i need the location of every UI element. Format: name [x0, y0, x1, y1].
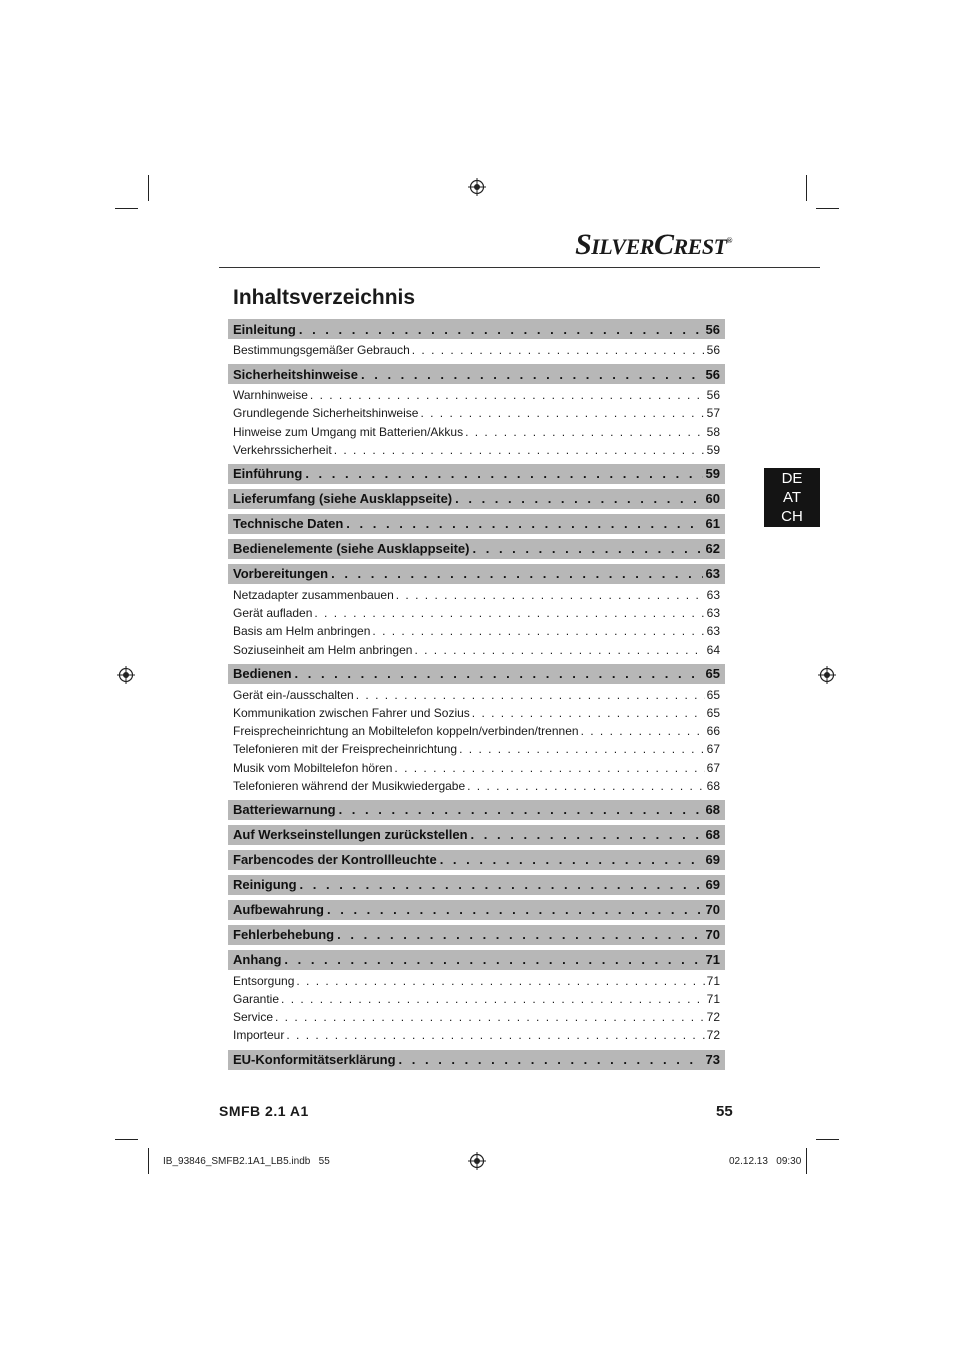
toc-subsection-page: 63 [706, 588, 720, 603]
toc-leader-dots [396, 588, 705, 602]
country-code: CH [781, 508, 803, 525]
toc-leader-dots [310, 388, 705, 402]
crop-mark [816, 208, 839, 209]
crop-mark [148, 175, 149, 201]
toc-leader-dots [356, 688, 705, 702]
toc-subsection-page: 67 [706, 760, 720, 775]
toc-subsection[interactable] [228, 704, 725, 722]
toc-subsection-title: Kommunikation zwischen Fahrer und Sozius [233, 705, 470, 720]
toc-leader-dots [346, 516, 702, 531]
toc-subsection-title: Basis am Helm anbringen [233, 624, 371, 639]
toc-leader-dots [299, 322, 703, 337]
toc-section[interactable] [228, 319, 725, 339]
toc-subsection-list [228, 584, 725, 659]
toc-leader-dots [412, 343, 705, 357]
toc-subsection[interactable] [228, 586, 725, 604]
toc-subsection-page: 72 [706, 1028, 720, 1043]
toc-subsection-page: 63 [706, 624, 720, 639]
toc-section-page: 63 [705, 566, 720, 582]
toc-subsection[interactable] [228, 972, 725, 990]
toc-leader-dots [372, 624, 704, 638]
toc-subsection-page: 56 [706, 388, 720, 403]
toc-section-page: 70 [705, 927, 720, 943]
crop-mark [115, 208, 138, 209]
toc-subsection[interactable] [228, 341, 725, 359]
toc-subsection-page: 65 [706, 705, 720, 720]
toc-leader-dots [300, 877, 703, 892]
toc-section[interactable] [228, 875, 725, 895]
toc-section-title: Lieferumfang (siehe Ausklappseite) [233, 491, 453, 507]
toc-subsection-title: Gerät ein-/ausschalten [233, 687, 354, 702]
toc-leader-dots [275, 1010, 705, 1024]
toc-subsection-title: Warnhinweise [233, 388, 308, 403]
toc-leader-dots [471, 827, 703, 842]
toc-subsection-page: 72 [706, 1010, 720, 1025]
toc-subsection[interactable] [228, 740, 725, 758]
toc-section-page: 71 [705, 952, 720, 968]
toc-subsection-title: Grundlegende Sicherheitshinweise [233, 406, 419, 421]
toc-section-page: 69 [705, 877, 720, 893]
toc-section[interactable] [228, 464, 725, 484]
toc-leader-dots [337, 927, 702, 942]
print-slug-file: IB_93846_SMFB2.1A1_LB5.indb 55 [163, 1156, 330, 1167]
toc-leader-dots [472, 706, 705, 720]
toc-leader-dots [331, 566, 702, 581]
toc-subsection[interactable] [228, 1008, 725, 1026]
print-slug-date: 02.12.13 09:30 [729, 1156, 802, 1167]
toc-subsection-title: Telefonieren mit der Freisprecheinrichtung [233, 742, 458, 757]
toc-section[interactable] [228, 489, 725, 509]
toc-section-title: Sicherheitshinweise [233, 366, 358, 382]
toc-section-title: Batteriewarnung [233, 802, 336, 818]
crop-mark [806, 175, 807, 201]
toc-subsection[interactable] [228, 758, 725, 776]
table-of-contents [228, 319, 725, 1070]
toc-leader-dots [314, 606, 704, 620]
toc-section[interactable] [228, 850, 725, 870]
toc-subsection-title: Hinweise zum Umgang mit Batterien/Akkus [233, 424, 464, 439]
toc-section-title: Technische Daten [233, 516, 344, 532]
toc-section[interactable] [228, 664, 725, 684]
toc-subsection[interactable] [228, 686, 725, 704]
toc-section-page: 61 [705, 516, 720, 532]
toc-subsection[interactable] [228, 1026, 725, 1044]
brand-logo: SILVERCREST® [575, 228, 732, 261]
country-tab [764, 468, 820, 527]
toc-leader-dots [327, 902, 703, 917]
toc-subsection-page: 71 [706, 973, 720, 988]
toc-subsection-page: 59 [706, 442, 720, 457]
toc-leader-dots [394, 761, 704, 775]
toc-leader-dots [305, 466, 702, 481]
toc-subsection-page: 65 [706, 687, 720, 702]
toc-leader-dots [459, 742, 705, 756]
toc-subsection[interactable] [228, 990, 725, 1008]
toc-subsection-title: Entsorgung [233, 973, 295, 988]
toc-leader-dots [295, 666, 703, 681]
toc-subsection-page: 66 [706, 724, 720, 739]
country-code: AT [782, 489, 802, 506]
toc-subsection-title: Service [233, 1010, 274, 1025]
toc-section-page: 62 [705, 541, 720, 557]
toc-section-page: 59 [705, 466, 720, 482]
crop-mark [816, 1139, 839, 1140]
toc-leader-dots [420, 406, 704, 420]
header-rule [219, 267, 820, 268]
toc-subsection-title: Garantie [233, 992, 280, 1007]
toc-leader-dots [281, 992, 705, 1006]
toc-subsection-list [228, 339, 725, 359]
toc-subsection[interactable] [228, 604, 725, 622]
crop-mark [806, 1148, 807, 1174]
page-number: 55 [716, 1103, 733, 1120]
toc-subsection-list [228, 384, 725, 459]
toc-leader-dots [465, 425, 705, 439]
registration-mark-icon [468, 1152, 486, 1170]
toc-subsection[interactable] [228, 722, 725, 740]
toc-leader-dots [467, 779, 705, 793]
model-number: SMFB 2.1 A1 [219, 1103, 309, 1119]
toc-section-title: EU-Konformitätserklärung [233, 1052, 396, 1068]
toc-subsection-title: Telefonieren während der Musikwiedergabe [233, 778, 466, 793]
toc-leader-dots [455, 491, 702, 506]
toc-subsection[interactable] [228, 404, 725, 422]
registration-mark-icon [468, 178, 486, 196]
country-code: DE [781, 470, 803, 487]
toc-section-page: 68 [705, 802, 720, 818]
toc-subsection-page: 68 [706, 778, 720, 793]
toc-leader-dots [473, 541, 703, 556]
toc-section[interactable] [228, 800, 725, 820]
toc-subsection-page: 58 [706, 424, 720, 439]
toc-subsection[interactable] [228, 423, 725, 441]
registration-mark-icon [818, 666, 836, 684]
toc-section-title: Bedienen [233, 666, 292, 682]
toc-section-page: 56 [705, 366, 720, 382]
toc-subsection-title: Bestimmungsgemäßer Gebrauch [233, 343, 410, 358]
toc-section[interactable] [228, 925, 725, 945]
toc-section-title: Aufbewahrung [233, 902, 324, 918]
toc-subsection[interactable] [228, 641, 725, 659]
toc-section-title: Fehlerbehebung [233, 927, 335, 943]
toc-section-title: Einleitung [233, 321, 296, 337]
toc-section[interactable] [228, 1050, 725, 1070]
toc-subsection-title: Gerät aufladen [233, 606, 313, 621]
crop-mark [115, 1139, 138, 1140]
toc-section[interactable] [228, 539, 725, 559]
toc-subsection[interactable] [228, 386, 725, 404]
toc-subsection-list [228, 970, 725, 1045]
toc-leader-dots [284, 952, 702, 967]
toc-subsection-page: 67 [706, 742, 720, 757]
toc-section-page: 69 [705, 852, 720, 868]
toc-section-title: Reinigung [233, 877, 297, 893]
toc-leader-dots [339, 802, 703, 817]
toc-subsection-title: Freisprecheinrichtung an Mobiltelefon koppeln/verbinden/trennen [233, 724, 579, 739]
toc-section[interactable] [228, 900, 725, 920]
toc-subsection-page: 64 [706, 642, 720, 657]
toc-section-page: 65 [705, 666, 720, 682]
toc-subsection-page: 71 [706, 992, 720, 1007]
toc-section-page: 60 [705, 491, 720, 507]
toc-leader-dots [361, 367, 703, 382]
toc-section[interactable] [228, 514, 725, 534]
toc-leader-dots [296, 974, 704, 988]
toc-subsection-title: Netzadapter zusammenbauen [233, 588, 394, 603]
toc-subsection[interactable] [228, 777, 725, 795]
toc-section[interactable] [228, 564, 725, 584]
crop-mark [148, 1148, 149, 1174]
toc-section[interactable] [228, 825, 725, 845]
toc-leader-dots [286, 1028, 704, 1042]
toc-subsection-page: 56 [706, 343, 720, 358]
toc-subsection-title: Verkehrssicherheit [233, 442, 332, 457]
toc-subsection-title: Musik vom Mobiltelefon hören [233, 760, 393, 775]
toc-section[interactable] [228, 950, 725, 970]
toc-leader-dots [414, 643, 704, 657]
toc-leader-dots [581, 724, 705, 738]
toc-subsection-title: Soziuseinheit am Helm anbringen [233, 642, 413, 657]
toc-subsection-page: 63 [706, 606, 720, 621]
toc-subsection-list [228, 684, 725, 795]
toc-section-page: 56 [705, 321, 720, 337]
registration-mark-icon [117, 666, 135, 684]
toc-section-title: Anhang [233, 952, 282, 968]
toc-section-title: Einführung [233, 466, 303, 482]
toc-section-title: Vorbereitungen [233, 566, 329, 582]
toc-leader-dots [440, 852, 703, 867]
toc-subsection-title: Importeur [233, 1028, 285, 1043]
toc-section-title: Farbencodes der Kontrollleuchte [233, 852, 437, 868]
page-title: Inhaltsverzeichnis [233, 286, 416, 309]
toc-section[interactable] [228, 364, 725, 384]
toc-subsection-page: 57 [706, 406, 720, 421]
toc-subsection[interactable] [228, 441, 725, 459]
toc-subsection[interactable] [228, 622, 725, 640]
toc-section-title: Auf Werkseinstellungen zurückstellen [233, 827, 468, 843]
toc-section-title: Bedienelemente (siehe Ausklappseite) [233, 541, 470, 557]
toc-leader-dots [334, 443, 705, 457]
toc-section-page: 68 [705, 827, 720, 843]
toc-section-page: 73 [705, 1052, 720, 1068]
toc-leader-dots [399, 1052, 703, 1067]
toc-section-page: 70 [705, 902, 720, 918]
